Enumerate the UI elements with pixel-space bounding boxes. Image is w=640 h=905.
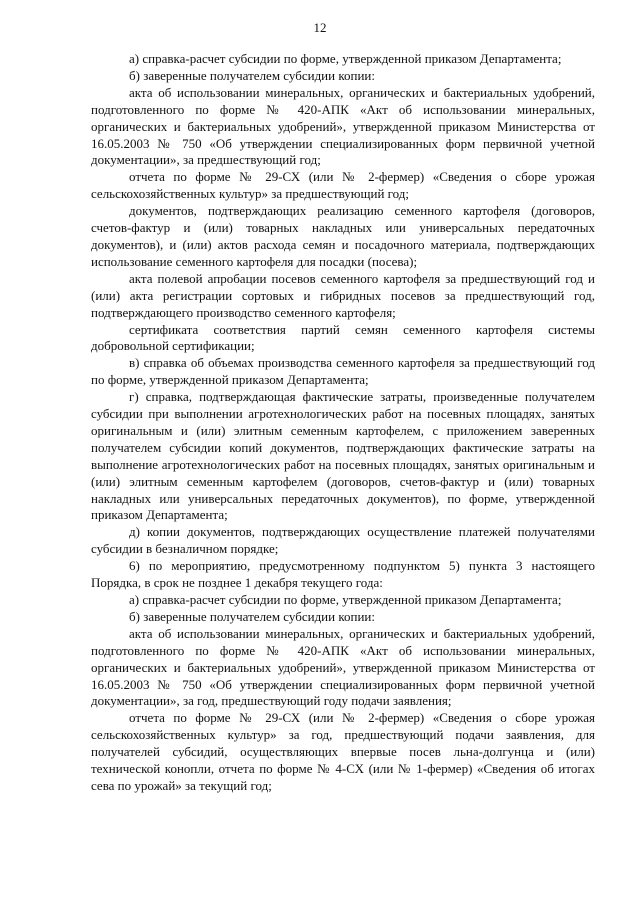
paragraph-14: акта об использовании минеральных, органических и бактериальных удобрений, подготовленного по форме № 420-АПК «Акт об использовании минеральных, органических и бактериальных удобрений», утвержденной приказом Министерства от 16.05.2003 № 750 «Об утверждении специализированных форм первичной учетной документации», за год, предшествующий году подачи заявления; — [91, 625, 595, 709]
paragraph-6: акта полевой апробации посевов семенного картофеля за предшествующий год и (или) акта регистрации сортовых и гибридных посевов за предшествующий год, подтверждающего производство семенного картофеля; — [91, 270, 595, 320]
paragraph-8: в) справка об объемах производства семенного картофеля за предшествующий год по форме, утвержденной приказом Департамента; — [91, 355, 595, 388]
paragraph-3: акта об использовании минеральных, органических и бактериальных удобрений, подготовленного по форме № 420-АПК «Акт об использовании минеральных, органических и бактериальных удобрений», утвержденной приказом Министерства от 16.05.2003 № 750 «Об утверждении специализированных форм первичной учетной документации», за предшествующий год; — [91, 84, 595, 168]
paragraph-13: б) заверенные получателем субсидии копии: — [129, 608, 375, 624]
paragraph-15: отчета по форме № 29-СХ (или № 2-фермер) «Сведения о сборе урожая сельскохозяйственных культур» за год, предшествующий подачи заявления, для получателей субсидий, осуществляющих впервые посев льна-долгунца и (или) технической конопли, отчета по форме № 4-СХ (или № 1-фермер) «Сведения об итогах сева по урожай» за текущий год; — [91, 710, 595, 793]
paragraph-5: документов, подтверждающих реализацию семенного картофеля (договоров, счетов-фактур и (или) товарных накладных или универсальных передаточных документов), и (или) актов расхода семян и посадочного материала, подтверждающих использование семенного картофеля для посадки (посева); — [91, 203, 595, 269]
paragraph-12: а) справка-расчет субсидии по форме, утвержденной приказом Департамента; — [129, 592, 562, 607]
paragraph-7: сертификата соответствия партий семян семенного картофеля системы добровольной сертификации; — [91, 321, 595, 354]
paragraph-10: д) копии документов, подтверждающих осуществление платежей получателями субсидии в безналичном порядке; — [91, 524, 595, 557]
paragraph-2: б) заверенные получателем субсидии копии: — [129, 67, 375, 83]
paragraph-1: а) справка-расчет субсидии по форме, утвержденной приказом Департамента; — [129, 51, 562, 66]
paragraph-4: отчета по форме № 29-СХ (или № 2-фермер) «Сведения о сборе урожая сельскохозяйственных культур» за предшествующий год; — [91, 169, 595, 202]
page-number: 12 — [313, 20, 327, 35]
paragraph-11: 6) по мероприятию, предусмотренному подпунктом 5) пункта 3 настоящего Порядка, в срок не позднее 1 декабря текущего года: — [91, 558, 595, 591]
document-body — [91, 51, 595, 795]
paragraph-9: г) справка, подтверждающая фактические затраты, произведенные получателем субсидии при выполнении агротехнологических работ на посевных площадях, занятых оригинальным и (или) элитным семенным картофелем, с приложением заверенных получателем субсидии копий документов, подтверждающих фактические затраты на выполнение агротехнологических работ на посевных площадях, занятых оригинальным и (или) элитным семенным картофелем (договоров, счетов-фактур и (или) товарных накладных или универсальных передаточных документов), по форме, утвержденной приказом Департамента; — [91, 389, 595, 523]
